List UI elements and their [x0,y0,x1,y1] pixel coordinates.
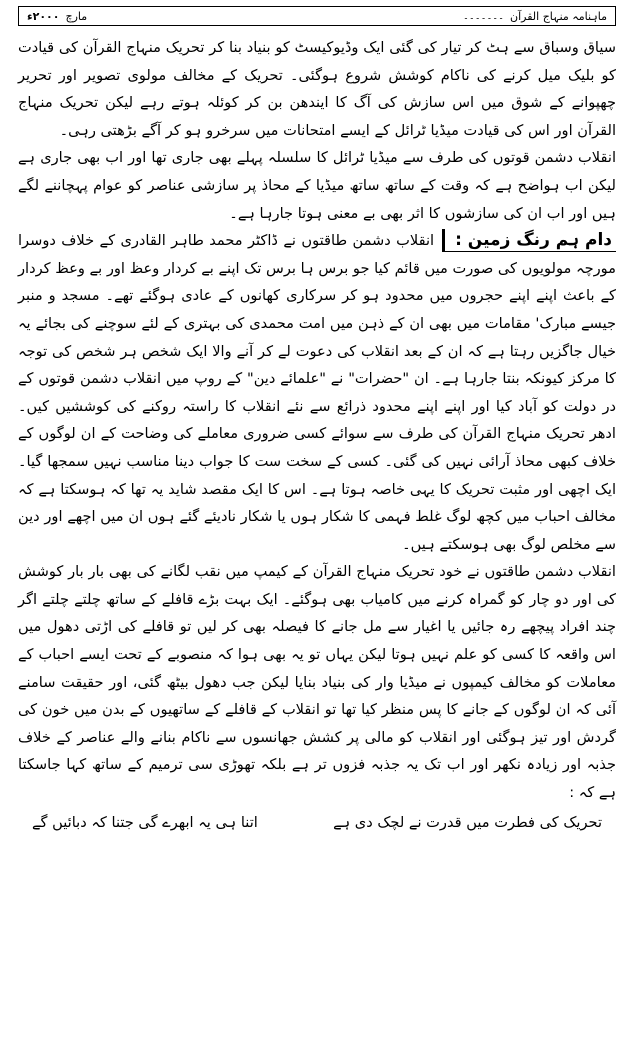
verse-first-line: تحریک کی فطرت میں قدرت نے لچک دی ہے [333,813,602,831]
paragraph-last: انقلاب دشمن طاقتوں نے خود تحریک منہاج القرآن کے کیمپ میں نقب لگانے کی بھی بار بار کوشش کی اور دو چار کو گمراہ کرنے میں کامیاب بھی ہوگئے۔ ایک بہت بڑے قافلے کے ساتھ چلتے چلتے اگر چند افراد پیچھے رہ جائیں یا اغیار سے مل جانے کا فیصلہ بھی کر لیں تو قافلے کی اڑتی دھول میں اس واقعہ کا کسی کو علم نہیں ہوتا لیکن یہاں تو یہ بھی ہوا کہ منصوبے کے تحت ایسے احباب کے معاملات کو مخالف کیمپوں نے میڈیا وار کی بنیاد بنایا لیکن جب دھول بیٹھ گئی، اور حقیقت سامنے آئی کہ ان لوگوں کے جانے کا پس منظر کیا تھا تو انقلاب کے قافلے کے ساتھیوں کے بدن میں خون کی گردش اور تیز ہوگئی اور انقلاب کو مالی پر کشش جھانسوں سے ناکام بنانے والے عناصر کے خلاف جذبہ اور زیادہ نکھر اور اب تک یہ جذبہ فزوں تر ہے بلکہ تھوڑی سی ترمیم کے ساتھ کہا جاسکتا ہے کہ : [18,563,616,802]
paragraph-2: انقلاب دشمن قوتوں کی طرف سے میڈیا ٹرائل کا سلسلہ پہلے بھی جاری تھا اور اب بھی جاری ہے لیکن اب ہواضح ہے کہ وقت کے ساتھ ساتھ میڈیا کے محاذ پر سازشی عناصر کو عوام پہچاننے لگے ہیں اور اب ان کی سازشوں کا اثر بھی بے معنی ہوتا جارہا ہے۔ [18,149,616,222]
header-date-group [27,10,87,23]
verse-second-line: اتنا ہی یہ ابھرے گی جتنا کہ دبائیں گے [32,813,258,831]
poetry-verse [18,809,616,837]
page-header [18,6,616,26]
magazine-title: ماہنامہ منہاج القرآن [510,9,607,23]
section-paragraph-text: انقلاب دشمن طاقتوں نے ڈاکٹر محمد طاہر القادری کے خلاف دوسرا مورچہ مولویوں کی صورت میں قائم کیا جو برس ہا برس تک اپنے بے کردار وعظ اور بے وعظ کردار کے باعث اپنے اپنے حجروں میں محدود ہو کر سرکاری کھانوں کے عادی ہوگئے تھے۔ مسجد و منبر جیسے مبارک' مقامات میں بھی ان کے ذہن میں امت محمدی کی بہتری کے لئے سوچنے کی بجائے یہ خیال جاگزیں رہتا ہے کہ ان کے بعد انقلاب کی دعوت لے کر آنے والا ایک شخص ہر شخص کی توجہ کا مرکز کیونکہ بنتا جارہا ہے۔ ان "حضرات" نے "علمائے دین" کے روپ میں انقلاب دشمن قوتوں کے در دولت کو آباد کیا اور اپنے اپنے محدود ذرائع سے نئے انقلاب کا راستہ روکنے کی کوششیں کیں۔ ادھر تحریک منہاج القرآن کی طرف سے سوائے کسی ضروری معاملے کی وضاحت کے ان لوگوں کے خلاف کبھی محاذ آرائی نہیں کی گئی۔ کسی کے سخت ست کا جواب دینا مناسب نہیں سمجھا گیا۔ ایک اچھی اور مثبت تحریک کا یہی خاصہ ہوتا ہے۔ اس کا ایک مقصد شاید یہ تھا کہ ہوسکتا ہے کہ مخالف احباب میں کچھ لوگ غلط فہمی کا شکار ہوں یا شکار نادیئے گئے ہوں ان میں اچھے اور دین سے مخلص لوگ بھی ہوسکتے ہیں۔ [18,232,616,553]
header-magazine-group [463,10,607,23]
header-dots: ۔۔۔۔۔۔۔ [463,10,505,22]
article-body [18,34,616,1034]
header-year: ۲۰۰۰ء [27,9,60,23]
section-heading: دام ہم رنگ زمین : [442,229,616,252]
header-month: مارچ [65,9,88,23]
section-paragraph [18,227,616,558]
paragraph-1: سیاق وسباق سے ہٹ کر تیار کی گئی ایک وڈیوکیسٹ کو بنیاد بنا کر تحریک منہاج القرآن کی قیادت کو بلیک میل کرنے کی ناکام کوشش شروع ہوگئی۔ تحریک کے مخالف مولوی تصویر اور تحریر چھپوانے کے شوق میں اس سازش کی آگ کا ایندھن بن کر کوئلہ ہوتے رہے لیکن تحریک منہاج القرآن اور اس کی قیادت میڈیا ٹرائل کے ایسے امتحانات میں سرخرو ہو کر آگے بڑھتی رہی۔ [18,39,616,139]
